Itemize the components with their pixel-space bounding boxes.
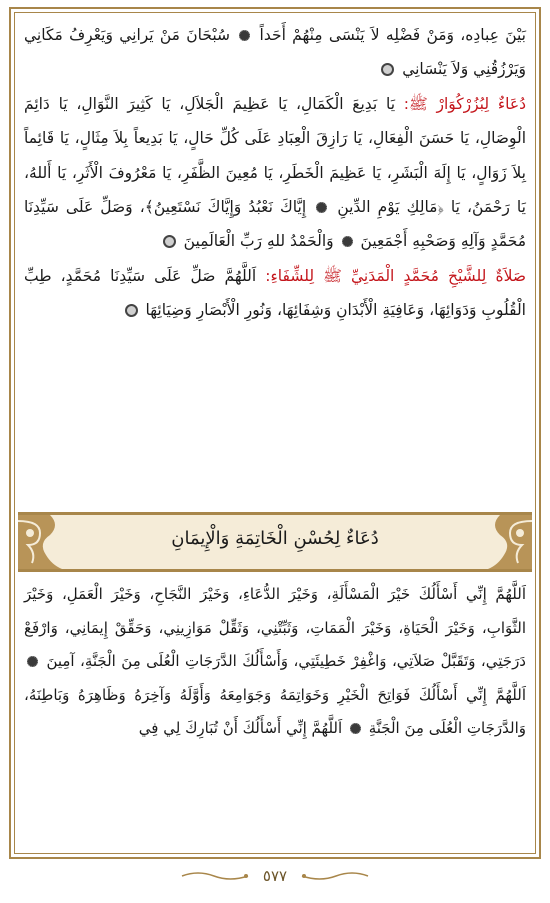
verse-stop-icon	[350, 723, 361, 734]
paragraph-1-part-1: بَيْنَ عِبادِه، وَمَنْ فَضْلِه لاَ يَنْسَى مِنْهُمْ أَحَداً	[259, 26, 526, 44]
paragraph-3-text: اَللَّهُمَّ صَلِّ عَلَى سَيِّدِنَا مُحَمَّدٍ، طِبِّ الْقُلُوبِ وَدَوَائِهَا، وَعَافِيَةِ الْأَبْدَانِ وَشِفَائِهَا، وَنُورِ الْأَبْصَارِ وَضِيَائِهَا	[24, 266, 526, 320]
dua-heading-buzurgwar: دُعَاءٌ لِبُزُرْكُوَارْ ﷺ:	[403, 94, 526, 113]
footer-ornament-left-icon	[180, 870, 250, 882]
section-end-icon	[125, 304, 138, 317]
paragraph-2-part-1: يَا بَدِيعَ الْكَمَالِ، يَا عَظِيمَ الْجَلاَلِ، يَا كَثِيرَ النَّوَالِ، يَا دَائِمَ الْوِصَالِ، يَا حَسَنَ الْفِعَالِ، يَا رَازِقَ الْعِبَادِ عَلَى كُلِّ حَالٍ، يَا بَدِيعاً بِلاَ مِثَالٍ، يَا قَائِماً بِلاَ زَوَالٍ، يَا إِلَهَ الْبَشَرِ، يَا عَظِيمَ الْخَطَرِ، يَا مُعِينَ الظَّفَرِ، يَا مَعْرُوفَ الْأَثَرِ، يَا أَللهُ، يَا رَحْمَنُ، يَا ﴿مَالِكِ يَوْمِ الدِّينِ	[24, 94, 526, 217]
verse-stop-icon	[239, 30, 250, 41]
salat-heading-madani: صَلاَةٌ لِلشَّيْخِ مُحَمَّدٍ الْمَدَنِيِّ ﷺ لِلشِّفَاءِ:	[265, 266, 526, 285]
banner-title: دُعَاءٌ لِحُسْنِ الْخَاتِمَةِ وَالْإِيمَانِ	[171, 528, 379, 549]
section-2-part-3: اَللَّهُمَّ إِنِّي أَسْأَلُكَ أَنْ تُبَارِكَ لِي فِي	[138, 719, 343, 738]
section-1-text	[24, 18, 526, 328]
footer-ornament-right-icon	[300, 870, 370, 882]
section-title-banner	[18, 512, 532, 572]
section-2-part-2: اَللَّهُمَّ إِنِّي أَسْأَلُكَ فَوَاتِحَ الْخَيْرِ وَخَوَاتِمَهُ وَجَوَامِعَهُ وَأَوَّلَهُ وَآخِرَهُ وَظَاهِرَهُ وَبَاطِنَهُ، وَالدَّرَجَاتِ الْعُلَى مِنَ الْجَنَّةِ	[24, 685, 526, 738]
verse-stop-icon	[27, 656, 38, 667]
section-end-icon	[381, 63, 394, 76]
verse-stop-icon	[316, 202, 327, 213]
section-2-text	[24, 578, 526, 746]
section-end-icon	[163, 235, 176, 248]
page-number: ٥٧٧	[262, 866, 288, 885]
verse-stop-icon	[342, 236, 353, 247]
page-footer	[0, 866, 550, 890]
section-2-part-1: اَللَّهُمَّ إِنِّي أَسْأَلُكَ خَيْرَ الْمَسْأَلَةِ، وَخَيْرَ الدُّعَاءِ، وَخَيْرَ النَّجَاحِ، وَخَيْرَ الْعَمَلِ، وَخَيْرَ الثَّوَابِ، وَخَيْرَ الْحَيَاةِ، وَخَيْرَ الْمَمَاتِ، وَثَبِّتْنِي، وَثَقِّلْ مَوَازِينِي، وَحَقِّقْ إِيمَانِي، وَارْفَعْ دَرَجَتِي، وَتَقَبَّلْ صَلاَتِي، وَاغْفِرْ خَطِيئَتِي، وَأَسْأَلُكَ الدَّرَجَاتِ الْعُلَى مِنَ الْجَنَّةِ، آمِينَ	[24, 585, 526, 671]
paragraph-2-part-2: إِيَّاكَ نَعْبُدُ وَإِيَّاكَ نَسْتَعِينُ﴾، وَصَلِّ عَلَى سَيِّدِنَا مُحَمَّدٍ وَآلِهِ وَصَحْبِهِ أَجْمَعِينَ	[24, 198, 526, 251]
paragraph-1-part-2: سُبْحَانَ مَنْ يَرانِي وَيَعْرِفُ مَكَانِي وَيَرْزُقُنِي وَلاَ يَنْسَانِي	[24, 26, 526, 79]
paragraph-2-part-3: وَالْحَمْدُ للهِ رَبِّ الْعَالَمِينَ	[183, 232, 334, 251]
